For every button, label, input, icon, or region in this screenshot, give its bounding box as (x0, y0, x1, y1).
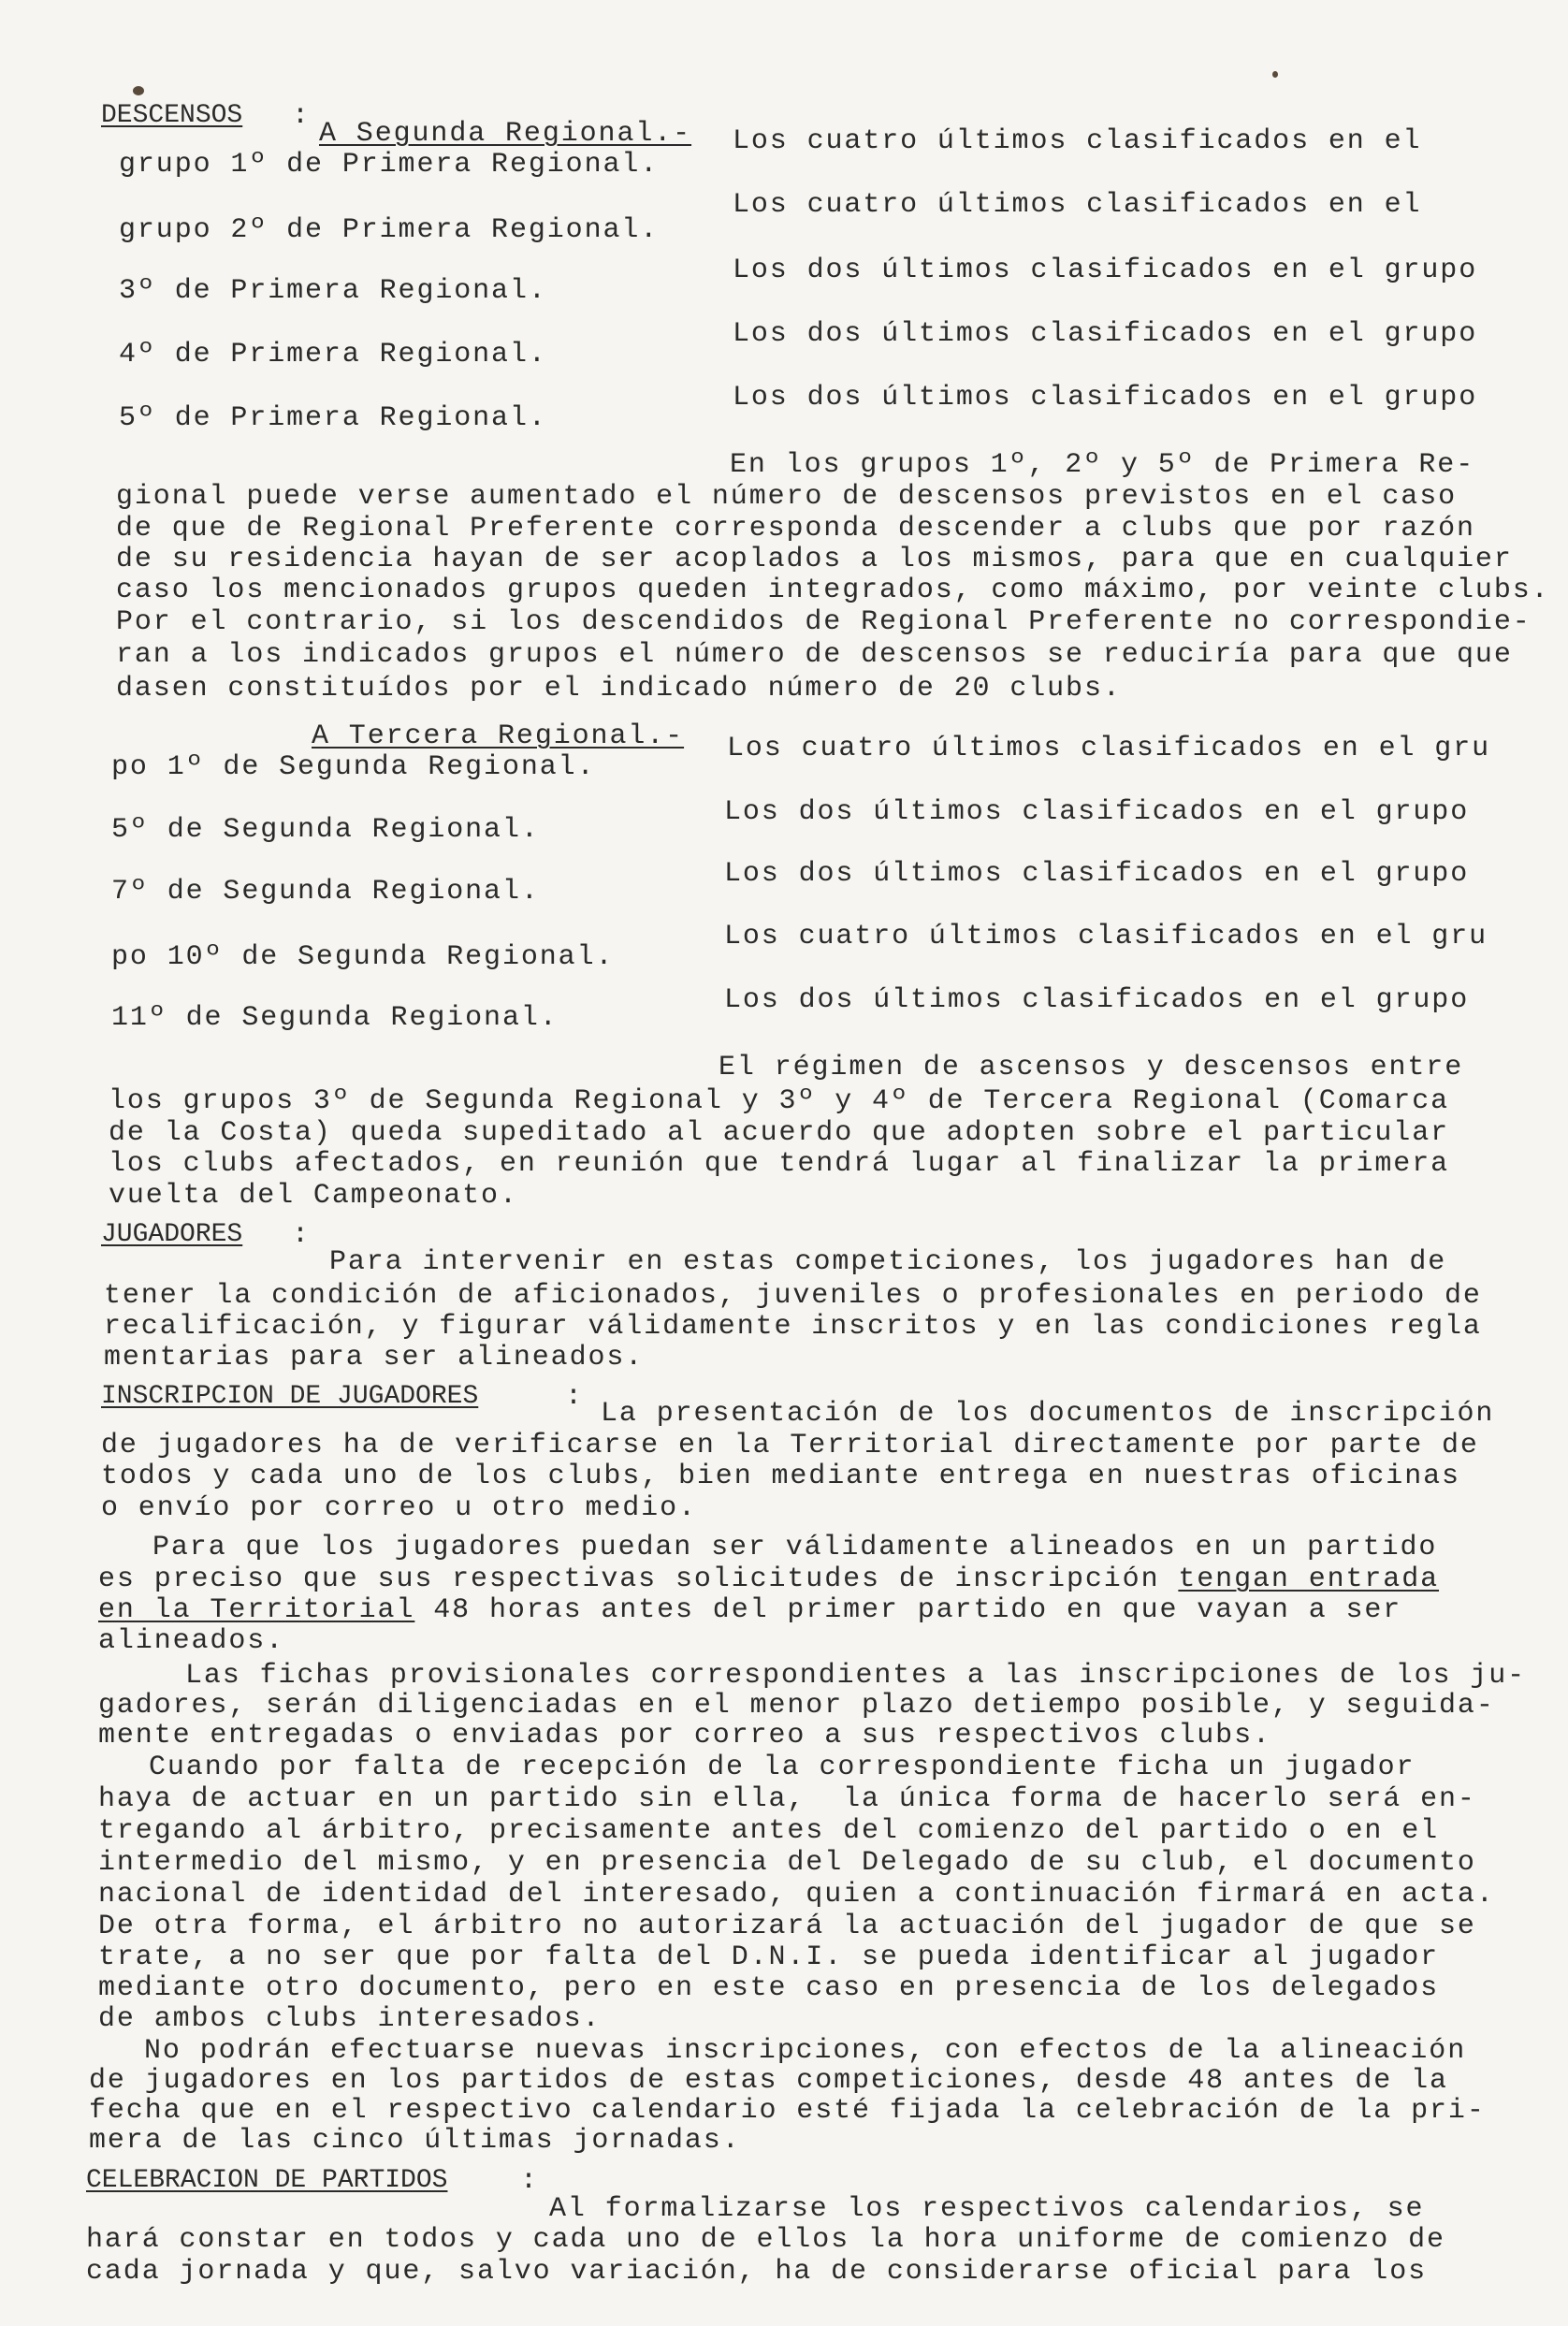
paragraph-line: los clubs afectados, en reunión que tendrá lugar al finalizar la primera (109, 1148, 1450, 1180)
paragraph-line (98, 1596, 1401, 1624)
paragraph-line: haya de actuar en un partido sin ella, la única forma de hacerlo será en- (98, 1783, 1476, 1815)
paragraph-line: los grupos 3º de Segunda Regional y 3º y 4º de Tercera Regional (Comarca (109, 1085, 1450, 1117)
paragraph-line: intermedio del mismo, y en presencia del Delegado de su club, el documento (98, 1847, 1476, 1879)
paragraph-line: El régimen de ascensos y descensos entre (719, 1052, 1464, 1083)
paragraph-line: de jugadores en los partidos de estas competiciones, desde 48 antes de la (89, 2065, 1448, 2097)
paragraph-line: alineados. (98, 1625, 285, 1657)
section-heading: DESCENSOS (101, 101, 243, 130)
ink-spot (133, 86, 144, 95)
paragraph-line: mera de las cinco últimas jornadas. (89, 2125, 741, 2157)
paragraph-line: hará constar en todos y cada uno de ellos la hora uniforme de comienzo de (86, 2224, 1445, 2256)
subheading-tercera: A Tercera Regional.- (312, 720, 685, 752)
paragraph-line: de la Costa) queda supeditado al acuerdo que adopten sobre el particular (109, 1117, 1450, 1149)
row-left: po 1º de Segunda Regional. (111, 751, 596, 783)
heading-colon: : (520, 2165, 539, 2197)
row-right: Los dos últimos clasificados en el grupo (733, 254, 1478, 286)
heading-colon: : (292, 100, 311, 132)
paragraph-line: De otra forma, el árbitro no autorizará la actuación del jugador de que se (98, 1911, 1476, 1942)
paragraph-line: o envío por correo u otro medio. (101, 1492, 697, 1524)
row-left: 11º de Segunda Regional. (111, 1002, 559, 1034)
row-right: Los cuatro últimos clasificados en el (733, 125, 1422, 157)
paragraph-line: gional puede verse aumentado el número de descensos previstos en el caso (116, 481, 1458, 513)
paragraph-line: de ambos clubs interesados. (98, 2003, 602, 2035)
text-run: 48 horas antes del primer partido en que vayan a ser (414, 1594, 1402, 1626)
row-left: 5º de Primera Regional. (119, 402, 547, 434)
paragraph-line: Al formalizarse los respectivos calendarios, se (549, 2193, 1425, 2225)
paragraph-line: La presentación de los documentos de inscripción (601, 1398, 1495, 1430)
paragraph-line: tregando al árbitro, precisamente antes del comienzo del partido o en el (98, 1815, 1440, 1847)
row-right: Los dos últimos clasificados en el grupo (733, 382, 1478, 414)
row-right: Los dos últimos clasificados en el grupo (733, 318, 1478, 350)
paragraph-line: gadores, serán diligenciadas en el menor plazo detiempo posible, y seguida- (98, 1690, 1495, 1722)
paragraph-line: Por el contrario, si los descendidos de Regional Preferente no correspondie- (116, 606, 1532, 638)
paragraph-line: En los grupos 1º, 2º y 5º de Primera Re- (730, 449, 1475, 481)
paragraph-line: de jugadores ha de verificarse en la Territorial directamente por parte de (101, 1430, 1479, 1461)
paragraph-line: de que de Regional Preferente corresponda descender a clubs que por razón (116, 513, 1475, 545)
section-heading: JUGADORES (101, 1220, 243, 1249)
paragraph-line: caso los mencionados grupos queden integrados, como máximo, por veinte clubs. (116, 574, 1550, 606)
paragraph-line: mediante otro documento, pero en este caso en presencia de los delegados (98, 1972, 1440, 2004)
paragraph-line: Para que los jugadores puedan ser válidamente alineados en un partido (152, 1532, 1438, 1563)
section-heading: CELEBRACION DE PARTIDOS (86, 2166, 448, 2195)
row-left: po 10º de Segunda Regional. (111, 941, 615, 973)
row-left: 5º de Segunda Regional. (111, 814, 540, 846)
paragraph-line: Las fichas provisionales correspondientes a las inscripciones de los ju- (185, 1660, 1527, 1692)
paragraph-line: vuelta del Campeonato. (109, 1180, 518, 1212)
paragraph-line: recalificación, y figurar válidamente inscritos y en las condiciones regla (104, 1311, 1482, 1343)
paragraph-line: Cuando por falta de recepción de la correspondiente ficha un jugador (149, 1752, 1416, 1783)
subheading-segunda: A Segunda Regional.- (319, 118, 692, 150)
paragraph-line: mente entregadas o enviadas por correo a sus respectivos clubs. (98, 1720, 1271, 1752)
section-heading: INSCRIPCION DE JUGADORES (101, 1382, 479, 1411)
paragraph-line: trate, a no ser que por falta del D.N.I. se pueda identificar al jugador (98, 1941, 1440, 1973)
underlined-text: en la Territorial (98, 1594, 415, 1626)
paragraph-line: tener la condición de aficionados, juveniles o profesionales en periodo de (104, 1280, 1482, 1312)
ink-spot (1272, 71, 1278, 78)
row-left: 7º de Segunda Regional. (111, 876, 540, 908)
paragraph-line: nacional de identidad del interesado, quien a continuación firmará en acta. (98, 1879, 1495, 1911)
row-right: Los cuatro últimos clasificados en el gru (727, 733, 1491, 764)
paragraph-line (98, 1565, 1439, 1593)
row-right: Los cuatro últimos clasificados en el (733, 189, 1422, 221)
paragraph-line: cada jornada y que, salvo variación, ha de considerarse oficial para los (86, 2256, 1428, 2288)
paragraph-line: dasen constituídos por el indicado número de 20 clubs. (116, 673, 1122, 705)
row-right: Los dos últimos clasificados en el grupo (724, 858, 1470, 890)
row-right: Los cuatro últimos clasificados en el gru (724, 921, 1488, 952)
paragraph-line: todos y cada uno de los clubs, bien mediante entrega en nuestras oficinas (101, 1461, 1460, 1492)
heading-colon: : (565, 1381, 584, 1413)
text-run: es preciso que sus respectivas solicitudes de inscripción (98, 1563, 1179, 1595)
row-left: grupo 1º de Primera Regional. (119, 149, 660, 181)
heading-colon: : (292, 1219, 311, 1251)
paragraph-line: fecha que en el respectivo calendario esté fijada la celebración de la pri- (89, 2095, 1486, 2127)
row-right: Los dos últimos clasificados en el grupo (724, 796, 1470, 828)
paragraph-line: Para intervenir en estas competiciones, los jugadores han de (329, 1246, 1447, 1278)
paragraph-line: ran a los indicados grupos el número de descensos se reduciría para que que (116, 639, 1513, 671)
row-left: 3º de Primera Regional. (119, 275, 547, 307)
row-left: 4º de Primera Regional. (119, 339, 547, 371)
paragraph-line: mentarias para ser alineados. (104, 1342, 645, 1374)
paragraph-line: de su residencia hayan de ser acoplados a los mismos, para que en cualquier (116, 544, 1513, 575)
row-left: grupo 2º de Primera Regional. (119, 214, 660, 246)
paragraph-line: No podrán efectuarse nuevas inscripciones, con efectos de la alineación (144, 2035, 1467, 2067)
underlined-text: tengan entrada (1178, 1563, 1440, 1595)
row-right: Los dos últimos clasificados en el grupo (724, 984, 1470, 1016)
